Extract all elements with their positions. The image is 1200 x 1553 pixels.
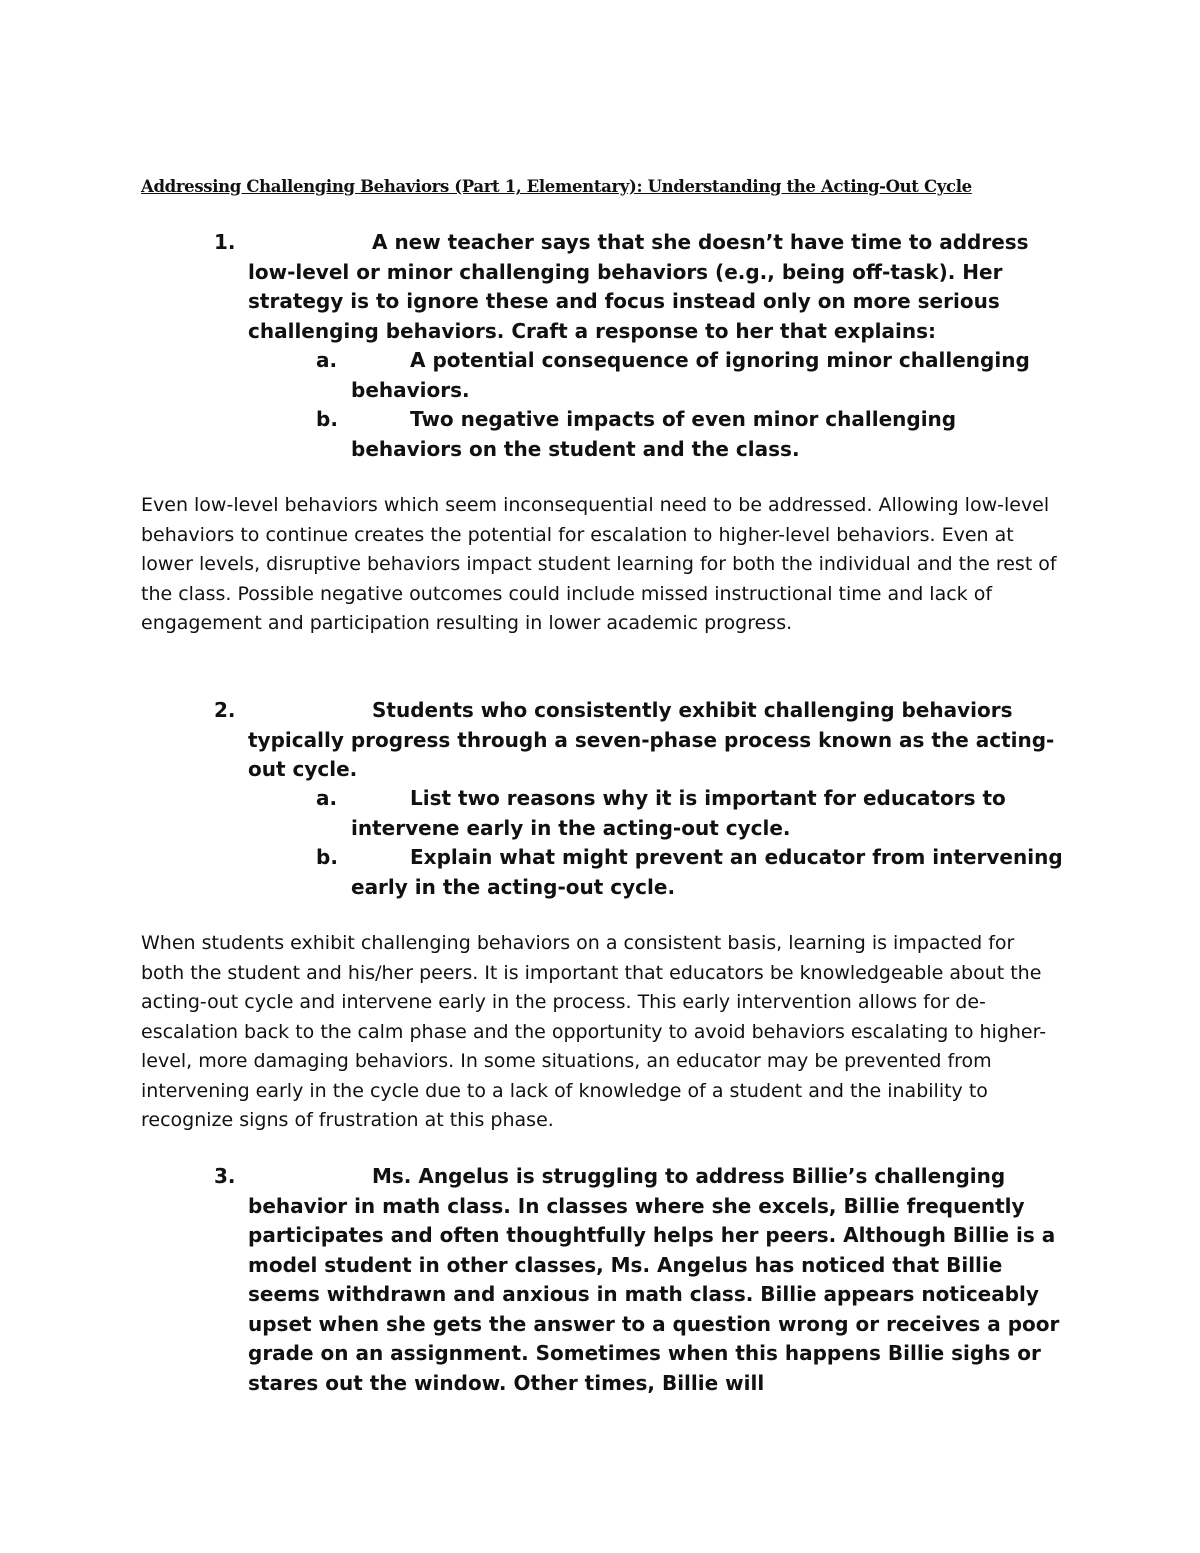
subitem-text: List two reasons why it is important for educators to intervene early in the acting-out cycle. [351,786,1006,840]
subitem-text: Two negative impacts of even minor challenging behaviors on the student and the class. [351,407,957,461]
question-text: Students who consistently exhibit challenging behaviors typically progress through a seven-phase process known as the acting-out cycle. [248,698,1055,781]
question-number: 1. [214,230,236,254]
subitem-text: Explain what might prevent an educator from intervening early in the acting-out cycle. [351,845,1063,899]
question-text: A new teacher says that she doesn’t have time to address low-level or minor challenging behaviors (e.g., being off-task). Her strategy is to ignore these and focus instead only on more serious challenging behaviors. Craft a response to her that explains: [248,230,1029,343]
subitem-letter: a. [316,786,338,810]
answer-2: When students exhibit challenging behaviors on a consistent basis, learning is impacted for both the student and his/her peers. It is important that educators be knowledgeable about the acting-out cycle and intervene early in the process. This early intervention allows for de-escalation back to the calm phase and the opportunity to avoid behaviors escalating to higher-level, more damaging behaviors. In some situations, an educator may be prevented from intervening early in the cycle due to a lack of knowledge of a student and the inability to recognize signs of frustration at this phase. [141,932,1047,1131]
subitem-text: A potential consequence of ignoring minor challenging behaviors. [351,348,1030,402]
subitem-letter: b. [316,845,338,869]
subitem-letter: a. [316,348,338,372]
subitem-letter: b. [316,407,338,431]
question-text: Ms. Angelus is struggling to address Billie’s challenging behavior in math class. In classes where she excels, Billie frequently participates and often thoughtfully helps her peers. Although Billie is a model student in other classes, Ms. Angelus has noticed that Billie seems withdrawn and anxious in math class. Billie appears noticeably upset when she gets the answer to a question wrong or receives a poor grade on an assignment. Sometimes when this happens Billie sighs or stares out the window. Other times, Billie will [248,1164,1060,1395]
answer-1: Even low-level behaviors which seem inconsequential need to be addressed. Allowing low-level behaviors to continue creates the potential for escalation to higher-level behaviors. Even at lower levels, disruptive behaviors impact student learning for both the individual and the rest of the class. Possible negative outcomes could include missed instructional time and lack of engagement and participation resulting in lower academic progress. [141,494,1057,634]
document-title: Addressing Challenging Behaviors (Part 1, Elementary): Understanding the Acting-Out Cycle [141,177,972,196]
question-number: 3. [214,1164,236,1188]
question-number: 2. [214,698,236,722]
